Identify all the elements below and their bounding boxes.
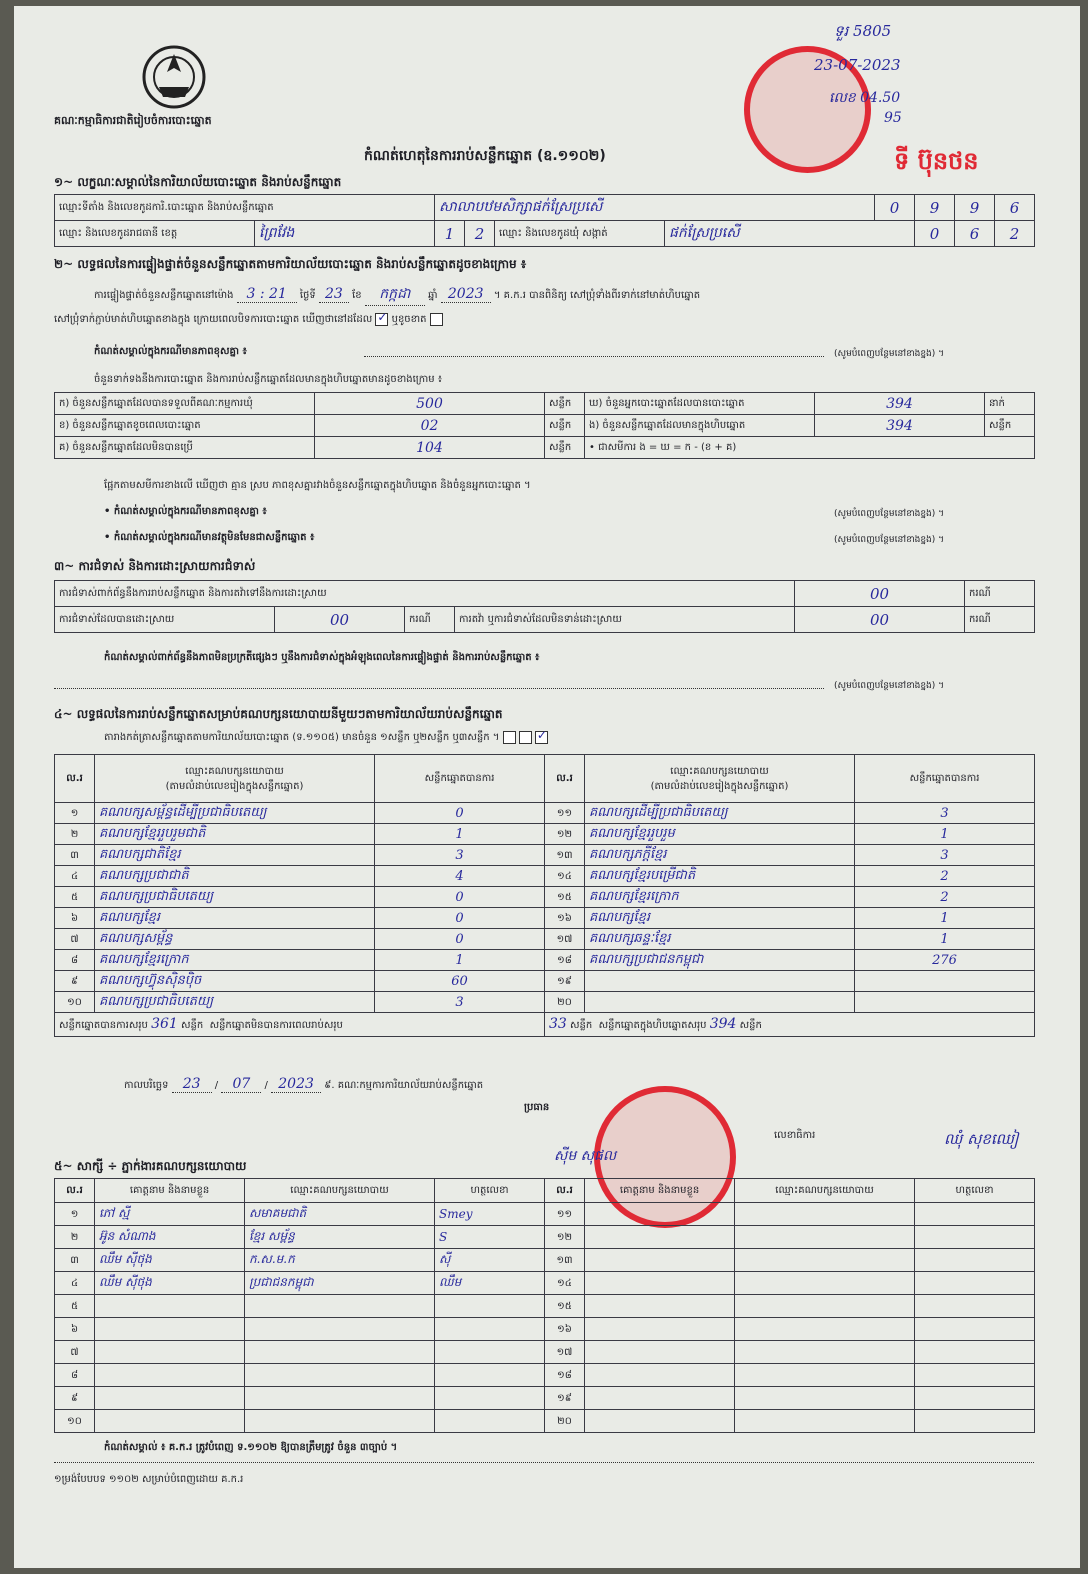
witness-signature: Smey — [435, 1203, 545, 1226]
witness-signature: ស៊ី — [435, 1249, 545, 1272]
witness-no: ២ — [55, 1226, 95, 1249]
resolved-unit: ករណី — [405, 607, 455, 633]
received-note: 95 — [884, 110, 902, 126]
witness-party — [245, 1364, 435, 1387]
difference-bullet: • កំណត់សម្គាល់ក្នុងករណីមានភាពខុសគ្នា ៖ — [104, 506, 267, 517]
counts-intro: ចំនួនទាក់ទងនឹងការបោះឆ្នោត និងការរាប់សន្លឹកឆ្នោតដែលមានក្នុងហិបឆ្នោតមានដូចខាងក្រោម ៖ — [94, 374, 443, 385]
witness-name — [585, 1387, 735, 1410]
date-day: 23 — [172, 1076, 212, 1093]
col-party-right-title: ឈ្មោះគណបក្សនយោបាយ — [670, 765, 769, 777]
unresolved-unit: ករណី — [965, 607, 1035, 633]
invalid-total-value: 33 — [549, 1016, 567, 1032]
party-results-table — [54, 754, 1035, 1037]
col-party-left-title: ឈ្មោះគណបក្សនយោបាយ — [185, 765, 284, 777]
party-votes: 2 — [855, 866, 1035, 887]
witness-row — [55, 1272, 1035, 1295]
witness-party — [245, 1318, 435, 1341]
received-number: ទួរ 5805 — [834, 22, 892, 40]
verify-text-e: ។ គ.ក.រ បានពិនិត្យ សៅប្រុំទាំងពីរទាក់នៅមាត់ហិបឆ្នោត — [493, 290, 701, 301]
secretary-name: ឈុំ សុខឈៀ — [944, 1130, 1019, 1148]
footer-divider — [54, 1462, 1034, 1463]
party-votes: 1 — [855, 824, 1035, 845]
witness-name — [95, 1387, 245, 1410]
party-votes — [855, 971, 1035, 992]
witness-no: ៨ — [55, 1364, 95, 1387]
count-b-value: 02 — [315, 415, 545, 437]
party-name — [585, 971, 855, 992]
chair-name: ស៊ីម សុផល — [554, 1148, 617, 1164]
col-votes-right: សន្លឹកឆ្នោតបានការ — [855, 755, 1035, 803]
three-sheet-checkbox[interactable] — [535, 731, 548, 744]
committee-label: ៩. គណៈកម្មការការិយាល័យរាប់សន្លឹកឆ្នោត — [324, 1080, 484, 1091]
witness-name: អ៊ូន សំណាង — [95, 1226, 245, 1249]
witness-signature — [915, 1249, 1035, 1272]
witness-party — [245, 1410, 435, 1433]
location-code-3: 9 — [955, 195, 995, 221]
party-no: ១៧ — [545, 929, 585, 950]
witness-no: ១៥ — [545, 1295, 585, 1318]
party-name — [585, 992, 855, 1013]
witness-party — [735, 1341, 915, 1364]
witness-name — [585, 1341, 735, 1364]
verify-time: 3 : 21 — [237, 286, 297, 303]
location-code-2: 9 — [915, 195, 955, 221]
count-c-unit: សន្លឹក — [545, 437, 585, 459]
party-votes: 3 — [375, 845, 545, 866]
witness-party — [735, 1226, 915, 1249]
nonballot-bullet: • កំណត់សម្គាល់ក្នុងករណីមានវត្ថុមិនមែនជាសន្លឹកឆ្នោត ៖ — [104, 532, 315, 543]
witness-col-party: ឈ្មោះគណបក្សនយោបាយ — [245, 1179, 435, 1203]
witness-row — [55, 1341, 1035, 1364]
witness-row — [55, 1318, 1035, 1341]
witness-name — [585, 1318, 735, 1341]
verify-text-d: ឆ្នាំ — [427, 290, 438, 301]
party-no: ២០ — [545, 992, 585, 1013]
resolved-label: ការជំទាស់ដែលបានដោះស្រាយ — [55, 607, 275, 633]
verify-day: 23 — [319, 286, 349, 303]
verify-month: កក្កដា — [365, 284, 425, 306]
totals-left-cell — [55, 1013, 545, 1037]
count-b-unit: សន្លឹក — [545, 415, 585, 437]
secretary-label: លេខាធិការ — [774, 1130, 816, 1141]
emblem-logo — [139, 42, 209, 112]
count-c-label: គ) ចំនួនសន្លឹកឆ្នោតដែលមិនបានប្រើ — [55, 437, 315, 459]
party-no: ១៤ — [545, 866, 585, 887]
location-code-1: 0 — [875, 195, 915, 221]
irregularity-hint: (សូមបំពេញបន្ថែមនៅខាងខ្នង) ។ — [834, 681, 945, 691]
nonballot-bullet-hint: (សូមបំពេញបន្ថែមនៅខាងខ្នង) ។ — [834, 535, 945, 545]
ballot-count-form — [14, 6, 1080, 1568]
witness-signature — [435, 1318, 545, 1341]
seal-check-line — [54, 312, 443, 327]
box-total-value: 394 — [709, 1016, 737, 1032]
witness-party — [735, 1318, 915, 1341]
seal-damaged-text: ឬខូចខាត — [391, 314, 427, 325]
one-sheet-checkbox[interactable] — [503, 731, 516, 744]
seal-intact-checkbox[interactable] — [375, 313, 388, 326]
witness-party — [735, 1249, 915, 1272]
party-votes: 3 — [855, 845, 1035, 866]
witness-row — [55, 1203, 1035, 1226]
witness-name — [95, 1364, 245, 1387]
party-no: ១៥ — [545, 887, 585, 908]
witness-name — [95, 1318, 245, 1341]
party-row — [55, 824, 1035, 845]
party-row — [55, 971, 1035, 992]
party-name: គណបក្សដើម្បីប្រជាធិបតេយ្យ — [585, 803, 855, 824]
valid-total-value: 361 — [151, 1016, 178, 1032]
witness-party — [735, 1203, 915, 1226]
party-name: គណបក្សប្រជាធិបតេយ្យ — [95, 887, 375, 908]
verify-text-b: ថ្ងៃទី — [299, 290, 316, 301]
resolved-value: 00 — [275, 607, 405, 633]
witness-party — [735, 1295, 915, 1318]
witness-name — [585, 1249, 735, 1272]
witness-party — [735, 1364, 915, 1387]
party-name: គណបក្សខ្មែររួបរួមជាតិ — [95, 824, 375, 845]
witness-party — [735, 1410, 915, 1433]
witness-row — [55, 1387, 1035, 1410]
witness-no: ១៤ — [545, 1272, 585, 1295]
party-no: ៧ — [55, 929, 95, 950]
count-c-value: 104 — [315, 437, 545, 459]
objection-count-unit: ករណី — [965, 581, 1035, 607]
witness-no: ៩ — [55, 1387, 95, 1410]
party-name: គណបក្សឆន្ទៈខ្មែរ — [585, 929, 855, 950]
seal-damaged-checkbox[interactable] — [430, 313, 443, 326]
verification-sentence — [94, 284, 1034, 306]
witness-name — [585, 1226, 735, 1249]
footer-note: កំណត់សម្គាល់ ៖ គ.ក.រ ត្រូវបំពេញ ទ.១១០២ ឱ្យបានត្រឹមត្រូវ ចំនួន ៣ច្បាប់ ។ — [104, 1442, 398, 1453]
witness-row — [55, 1295, 1035, 1318]
witness-signature — [915, 1410, 1035, 1433]
seal-check-text: សៅប្រុំទាក់ភ្ជាប់មាត់ហិបឆ្នោតខាងក្នុង ក្រោយពេលបិទការបោះឆ្នោត ឃើញថានៅដដែល — [54, 314, 373, 325]
party-name: គណបក្សខ្មែរក្រោក — [95, 950, 375, 971]
commune-value: ផក់ស្រែប្រសើ — [665, 221, 915, 247]
section3-title: ៣~ ការជំទាស់ និងការដោះស្រាយការជំទាស់ — [54, 559, 256, 573]
date-year: 2023 — [271, 1076, 321, 1093]
party-no: ១ — [55, 803, 95, 824]
irregularity-line[interactable] — [54, 688, 824, 689]
location-value: សាលាបឋមសិក្សាផក់ស្រែប្រសើ — [435, 195, 875, 221]
col-votes-left: សន្លឹកឆ្នោតបានការ — [375, 755, 545, 803]
col-party-left — [95, 755, 375, 803]
tally-sheet-intro — [104, 730, 548, 745]
party-row — [55, 992, 1035, 1013]
witness-no: ៣ — [55, 1249, 95, 1272]
witness-signature: S — [435, 1226, 545, 1249]
valid-total-unit: សន្លឹក — [180, 1020, 204, 1031]
party-no: ១៦ — [545, 908, 585, 929]
witness-signature — [915, 1387, 1035, 1410]
party-votes: 0 — [375, 908, 545, 929]
party-no: ១២ — [545, 824, 585, 845]
party-votes: 2 — [855, 887, 1035, 908]
date-month: 07 — [221, 1076, 261, 1093]
tally-sheet-text: តារាងកត់ត្រាសន្លឹកឆ្នោតតាមការិយាល័យបោះឆ្នោត (ទ.១១០៥) មានចំនួន ១សន្លឹក ឬ២សន្លឹក ឬ៣សន្លឹក ។ — [104, 732, 500, 743]
witness-no: ១ — [55, 1203, 95, 1226]
valid-total-label: សន្លឹកឆ្នោតបានការសរុប — [59, 1020, 148, 1031]
party-name: គណបក្សខ្មែរ — [585, 908, 855, 929]
witness-party: ខ្មែរ សម្ព័ន្ធ — [245, 1226, 435, 1249]
witness-name: ឈឹម ស៊ីថុង — [95, 1272, 245, 1295]
received-time: លេខ 04.50 — [829, 90, 901, 106]
section1-table-row2 — [54, 220, 1035, 247]
party-no: ១១ — [545, 803, 585, 824]
witness-no: ១៦ — [545, 1318, 585, 1341]
party-votes: 3 — [375, 992, 545, 1013]
witness-col-sign: ហត្ថលេខា — [435, 1179, 545, 1203]
footer-form-id: ១ម្រង់បែបបទ ១១០២ សម្រាប់បំពេញដោយ គ.ក.រ — [54, 1474, 244, 1485]
witness-no: ១១ — [545, 1203, 585, 1226]
party-name: គណបក្សខ្មែរក្រោក — [585, 887, 855, 908]
witness-party — [245, 1295, 435, 1318]
party-name: គណបក្សប្រជាធិបតេយ្យ — [95, 992, 375, 1013]
party-name: គណបក្សខ្មែរបម្រើជាតិ — [585, 866, 855, 887]
witness-name — [95, 1295, 245, 1318]
count-e-value: 394 — [815, 415, 985, 437]
party-name: គណបក្សហ៊្វុនស៊ិនប៉ិច — [95, 971, 375, 992]
province-label: ឈ្មោះ និងលេខកូដរាជធានី ខេត្ត — [55, 221, 255, 247]
witness-no: ១២ — [545, 1226, 585, 1249]
witness-table — [54, 1178, 1035, 1433]
witness-party: សមាគមជាតិ — [245, 1203, 435, 1226]
party-no: ៣ — [55, 845, 95, 866]
location-code-4: 6 — [995, 195, 1035, 221]
party-name: គណបក្សខ្មែររួបរួម — [585, 824, 855, 845]
witness-col-name: គោត្តនាម និងនាមខ្លួន — [95, 1179, 245, 1203]
witness-party — [735, 1387, 915, 1410]
counts-table — [54, 392, 1035, 459]
org-name: គណៈកម្មាធិការជាតិរៀបចំការបោះឆ្នោត — [54, 114, 212, 127]
witness-no: ៦ — [55, 1318, 95, 1341]
commune-code-3: 2 — [995, 221, 1035, 247]
commune-code-1: 0 — [915, 221, 955, 247]
col-party-left-sub: (តាមលំដាប់លេខរៀងក្នុងសន្លឹកឆ្នោត) — [165, 780, 304, 792]
box-total-unit: សន្លឹក — [739, 1020, 762, 1031]
witness-col-no-right: ល.រ — [545, 1179, 585, 1203]
witness-name — [585, 1410, 735, 1433]
section4-title: ៤~ លទ្ធផលនៃការរាប់សន្លឹកឆ្នោតសម្រាប់គណបក្សនយោបាយនីមួយៗតាមការិយាល័យរាប់សន្លឹកឆ្នោត — [54, 707, 503, 721]
count-a-label: ក) ចំនួនសន្លឹកឆ្នោតដែលបានទទួលពីគណៈកម្មការឃុំ — [55, 393, 315, 415]
witness-party: ក.ស.ម.ក — [245, 1249, 435, 1272]
witness-name — [95, 1341, 245, 1364]
objection-count-value: 00 — [795, 581, 965, 607]
date-label: កាលបរិច្ឆេទ — [124, 1080, 169, 1091]
witness-row — [55, 1364, 1035, 1387]
province-value: ព្រៃវែង — [255, 221, 435, 247]
invalid-total-label: សន្លឹកឆ្នោតមិនបានការពេលរាប់សរុប — [209, 1020, 343, 1031]
witness-party — [735, 1272, 915, 1295]
box-total-label: សន្លឹកឆ្នោតក្នុងហិបឆ្នោតសរុប — [598, 1020, 707, 1031]
party-votes: 1 — [375, 824, 545, 845]
col-no-left: ល.រ — [55, 755, 95, 803]
party-name: គណបក្សប្រជាជាតិ — [95, 866, 375, 887]
equation-text: • ជាសមីការ ង = ឃ = ក - (ខ + គ) — [585, 437, 1035, 459]
witness-no: ៧ — [55, 1341, 95, 1364]
witness-signature — [915, 1272, 1035, 1295]
party-votes: 60 — [375, 971, 545, 992]
difference-note-label: កំណត់សម្គាល់ក្នុងករណីមានភាពខុសគ្នា ៖ — [94, 346, 247, 357]
province-code-2: 2 — [465, 221, 495, 247]
party-no: ២ — [55, 824, 95, 845]
party-no: ១៨ — [545, 950, 585, 971]
witness-row — [55, 1226, 1035, 1249]
invalid-total-unit: សន្លឹក — [570, 1020, 593, 1031]
location-label: ឈ្មោះទីតាំង និងលេខកូដការិ.បោះឆ្នោត និងរាប់សន្លឹកឆ្នោត — [55, 195, 435, 221]
party-votes: 1 — [855, 929, 1035, 950]
section5-title: ៥~ សាក្សី ÷ ភ្នាក់ងារគណបក្សនយោបាយ — [54, 1159, 247, 1173]
count-d-label: ឃ) ចំនួនអ្នកបោះឆ្នោតដែលបានបោះឆ្នោត — [585, 393, 815, 415]
witness-party — [245, 1387, 435, 1410]
party-no: ៤ — [55, 866, 95, 887]
party-votes: 0 — [375, 887, 545, 908]
party-no: ១០ — [55, 992, 95, 1013]
irregularity-note: កំណត់សម្គាល់ពាក់ព័ន្ធនឹងភាពមិនប្រក្រតីផ្សេងៗ ឬនឹងការជំទាស់ក្នុងអំឡុងពេលនៃការផ្ទៀងផ្ទាត់ និងការរាប់សន្លឹកឆ្នោត ៖ — [104, 652, 540, 663]
party-votes: 276 — [855, 950, 1035, 971]
chair-label: ប្រធាន — [524, 1102, 550, 1113]
witness-no: ១៨ — [545, 1364, 585, 1387]
witness-name — [585, 1272, 735, 1295]
party-row — [55, 929, 1035, 950]
verify-text-c: ខែ — [352, 290, 362, 301]
received-date: 23-07-2023 — [814, 56, 901, 74]
witness-name: ឈឹម ស៊ីថុង — [95, 1249, 245, 1272]
party-row — [55, 845, 1035, 866]
party-row — [55, 803, 1035, 824]
witness-col-party-right: ឈ្មោះគណបក្សនយោបាយ — [735, 1179, 915, 1203]
party-name: គណបក្សភក្តីខ្មែរ — [585, 845, 855, 866]
witness-signature — [915, 1318, 1035, 1341]
witness-no: ២០ — [545, 1410, 585, 1433]
commune-code-2: 6 — [955, 221, 995, 247]
col-no-right: ល.រ — [545, 755, 585, 803]
witness-no: ៤ — [55, 1272, 95, 1295]
col-party-right — [585, 755, 855, 803]
count-e-label: ង) ចំនួនសន្លឹកឆ្នោតដែលមានក្នុងហិបឆ្នោត — [585, 415, 815, 437]
difference-note-hint: (សូមបំពេញបន្ថែមនៅខាងខ្នង) ។ — [834, 349, 945, 359]
party-no: ១៩ — [545, 971, 585, 992]
witness-party — [245, 1341, 435, 1364]
party-votes: 4 — [375, 866, 545, 887]
unresolved-label: ការតវ៉ា ឬការជំទាស់ដែលមិនទាន់ដោះស្រាយ — [455, 607, 795, 633]
witness-no: ១៧ — [545, 1341, 585, 1364]
witness-name: ភៅ ស្មី — [95, 1203, 245, 1226]
objection-count-label: ការជំទាស់ពាក់ព័ន្ធនឹងការរាប់សន្លឹកឆ្នោត និងការតវ៉ាទៅនឹងការដោះស្រាយ — [55, 581, 795, 607]
witness-signature — [915, 1341, 1035, 1364]
form-title: កំណត់ហេតុនៃការរាប់សន្លឹកឆ្នោត (ឧ.១១០២) — [364, 148, 606, 164]
signing-date-line: កាលបរិច្ឆេទ 23 / 07 / 2023 ៩. គណៈកម្មការការិយាល័យរាប់សន្លឹកឆ្នោត — [124, 1076, 484, 1092]
count-d-value: 394 — [815, 393, 985, 415]
party-votes: 3 — [855, 803, 1035, 824]
witness-signature — [435, 1295, 545, 1318]
witness-no: ១៣ — [545, 1249, 585, 1272]
witness-row — [55, 1249, 1035, 1272]
party-no: ១៣ — [545, 845, 585, 866]
unresolved-value: 00 — [795, 607, 965, 633]
witness-name — [585, 1364, 735, 1387]
difference-bullet-hint: (សូមបំពេញបន្ថែមនៅខាងខ្នង) ។ — [834, 509, 945, 519]
party-name: គណបក្សខ្មែរ — [95, 908, 375, 929]
party-votes: 1 — [375, 950, 545, 971]
witness-signature — [915, 1364, 1035, 1387]
witness-col-no: ល.រ — [55, 1179, 95, 1203]
party-row — [55, 908, 1035, 929]
party-votes — [855, 992, 1035, 1013]
witness-row — [55, 1410, 1035, 1433]
section2-title: ២~ លទ្ធផលនៃការផ្ទៀងផ្ទាត់ចំនួនសន្លឹកឆ្នោតតាមការិយាល័យបោះឆ្នោត និងរាប់សន្លឹកឆ្នោតដូចខាងក្រោម ៖ — [54, 257, 527, 271]
party-name: គណបក្សជាតិខ្មែរ — [95, 845, 375, 866]
party-votes: 0 — [375, 803, 545, 824]
party-votes: 1 — [855, 908, 1035, 929]
two-sheet-checkbox[interactable] — [519, 731, 532, 744]
commune-label: ឈ្មោះ និងលេខកូដឃុំ សង្កាត់ — [495, 221, 665, 247]
party-no: ៦ — [55, 908, 95, 929]
witness-signature — [435, 1364, 545, 1387]
party-no: ៩ — [55, 971, 95, 992]
party-row — [55, 887, 1035, 908]
objections-table — [54, 580, 1035, 633]
witness-signature: ឈឹម — [435, 1272, 545, 1295]
party-row — [55, 866, 1035, 887]
witness-col-name-right: គោត្តនាម និងនាមខ្លួន — [585, 1179, 735, 1203]
seal-officer-name: ទី ប៊ុនថន — [894, 147, 979, 175]
witness-no: ១០ — [55, 1410, 95, 1433]
equation-check-text: ផ្អែកតាមសមីការខាងលើ ឃើញថា គ្មាន ស្រប ភាពខុសគ្នារវាងចំនួនសន្លឹកឆ្នោតក្នុងហិបឆ្នោត និងចំនួនអ្នកបោះឆ្នោត ។ — [104, 480, 531, 491]
witness-no: ១៩ — [545, 1387, 585, 1410]
witness-party: ប្រជាជនកម្ពុជា — [245, 1272, 435, 1295]
party-votes: 0 — [375, 929, 545, 950]
verify-year: 2023 — [441, 286, 491, 303]
party-name: គណបក្សសម្ព័ន្ធ — [95, 929, 375, 950]
witness-signature — [915, 1203, 1035, 1226]
difference-note-line[interactable] — [364, 356, 824, 357]
witness-name — [585, 1295, 735, 1318]
witness-name — [585, 1203, 735, 1226]
totals-right-cell — [545, 1013, 1035, 1037]
count-e-unit: សន្លឹក — [985, 415, 1035, 437]
party-no: ៥ — [55, 887, 95, 908]
col-party-right-sub: (តាមលំដាប់លេខរៀងក្នុងសន្លឹកឆ្នោត) — [650, 780, 789, 792]
province-code-1: 1 — [435, 221, 465, 247]
section1-table — [54, 194, 1035, 221]
party-no: ៨ — [55, 950, 95, 971]
count-d-unit: នាក់ — [985, 393, 1035, 415]
witness-signature — [435, 1410, 545, 1433]
witness-signature — [435, 1387, 545, 1410]
party-name: គណបក្សប្រជាជនកម្ពុជា — [585, 950, 855, 971]
party-row — [55, 950, 1035, 971]
party-name: គណបក្សសម្ព័ន្ធដើម្បីប្រជាធិបតេយ្យ — [95, 803, 375, 824]
section1-title: ១~ លក្ខណៈសម្គាល់នៃការិយាល័យបោះឆ្នោត និងរាប់សន្លឹកឆ្នោត — [54, 175, 342, 189]
witness-signature — [915, 1295, 1035, 1318]
witness-signature — [435, 1341, 545, 1364]
witness-name — [95, 1410, 245, 1433]
witness-no: ៥ — [55, 1295, 95, 1318]
verify-text-a: ការផ្ទៀងផ្ទាត់ចំនួនសន្លឹកឆ្នោតនៅម៉ោង — [94, 290, 234, 301]
count-a-unit: សន្លឹក — [545, 393, 585, 415]
witness-col-sign-right: ហត្ថលេខា — [915, 1179, 1035, 1203]
count-b-label: ខ) ចំនួនសន្លឹកឆ្នោតខូចពេលបោះឆ្នោត — [55, 415, 315, 437]
witness-signature — [915, 1226, 1035, 1249]
count-a-value: 500 — [315, 393, 545, 415]
